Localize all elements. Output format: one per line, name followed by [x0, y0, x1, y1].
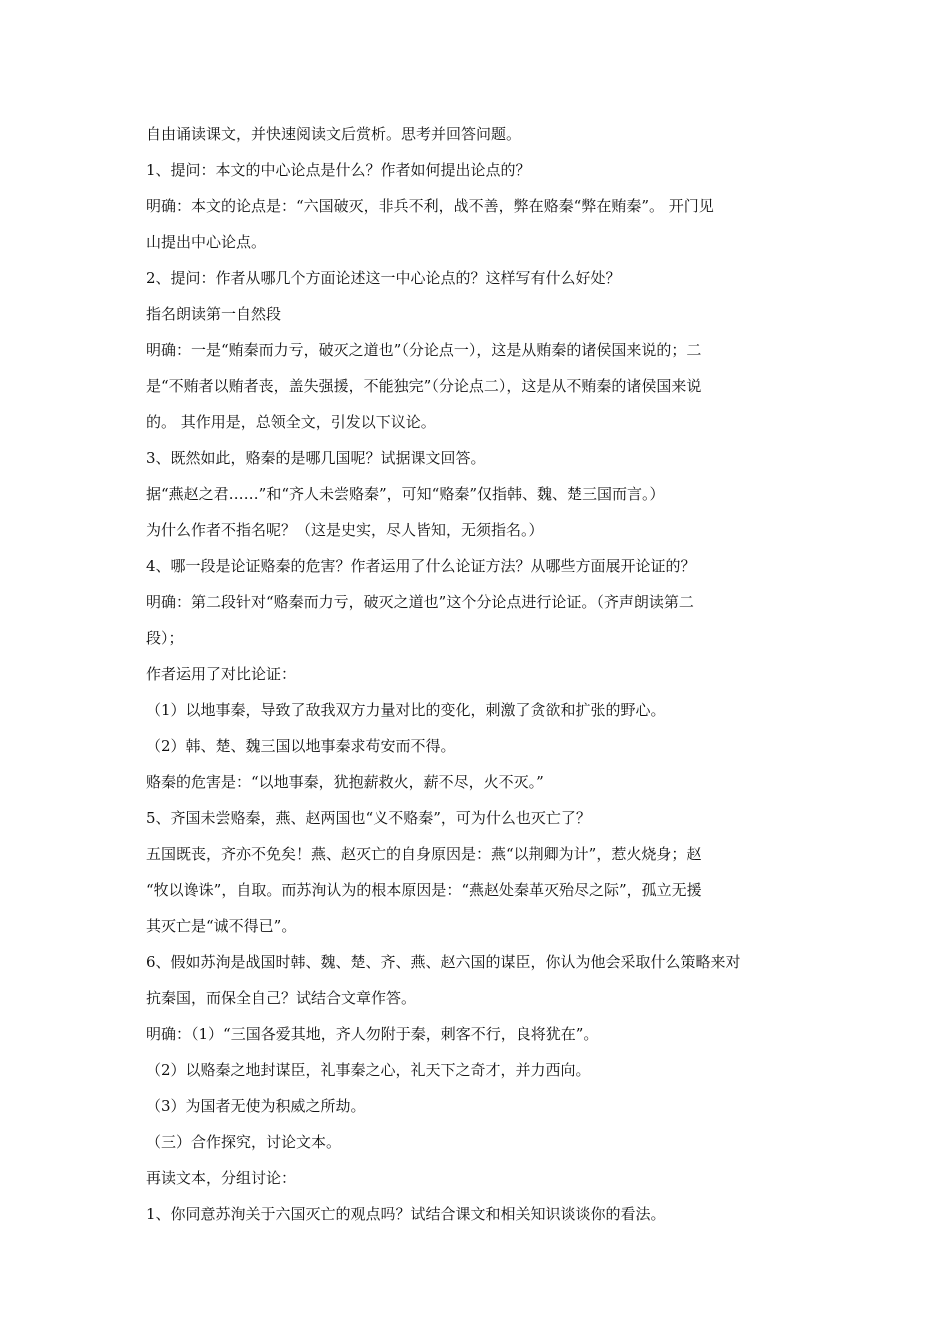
- text-line: 再读文本，分组讨论：: [146, 1169, 297, 1187]
- text-line: 自由诵读课文，并快速阅读文后赏析。思考并回答问题。: [146, 125, 522, 143]
- text-line: 明确：本文的论点是：“六国破灭，非兵不利，战不善，弊在赂秦“弊在贿秦”。 开门见: [146, 197, 714, 215]
- text-line: 3、既然如此，赂秦的是哪几国呢？试据课文回答。: [146, 449, 486, 467]
- text-line: （2）韩、楚、魏三国以地事秦求苟安而不得。: [146, 737, 456, 755]
- text-line: 明确：第二段针对“赂秦而力亏，破灭之道也”这个分论点进行论证。（齐声朗读第二: [146, 593, 694, 611]
- text-line: （三）合作探究，讨论文本。: [146, 1133, 342, 1151]
- text-line: （1）以地事秦，导致了敌我双方力量对比的变化，刺激了贪欲和扩张的野心。: [146, 701, 666, 719]
- text-line: 指名朗读第一自然段: [146, 305, 282, 323]
- text-line: 明确：（1）“三国各爱其地，齐人勿附于秦，刺客不行，良将犹在”。: [146, 1025, 599, 1043]
- text-line: 赂秦的危害是：“以地事秦，犹抱薪救火，薪不尽，火不灭。”: [146, 773, 544, 791]
- text-line: 4、哪一段是论证赂秦的危害？作者运用了什么论证方法？从哪些方面展开论证的？: [146, 557, 696, 575]
- text-line: 1、提问：本文的中心论点是什么？作者如何提出论点的？: [146, 161, 531, 179]
- text-line: 五国既丧，齐亦不免矣！燕、赵灭亡的自身原因是：燕“以荆卿为计”，惹火烧身；赵: [146, 845, 702, 863]
- text-line: （2）以赂秦之地封谋臣，礼事秦之心，礼天下之奇才，并力西向。: [146, 1061, 591, 1079]
- text-line: 抗秦国，而保全自己？试结合文章作答。: [146, 989, 417, 1007]
- text-line: 段）；: [146, 629, 184, 647]
- text-line: 作者运用了对比论证：: [146, 665, 297, 683]
- text-line: 明确：一是“贿秦而力亏，破灭之道也”（分论点一），这是从贿秦的诸侯国来说的；二: [146, 341, 702, 359]
- text-line: 1、你同意苏洵关于六国灭亡的观点吗？试结合课文和相关知识谈谈你的看法。: [146, 1205, 666, 1223]
- text-line: 6、假如苏洵是战国时韩、魏、楚、齐、燕、赵六国的谋臣，你认为他会采取什么策略来对: [146, 953, 741, 971]
- text-line: 是“不贿者以贿者丧，盖失强援，不能独完”（分论点二），这是从不贿秦的诸侯国来说: [146, 377, 702, 395]
- text-line: 其灭亡是“诚不得已”。: [146, 917, 297, 935]
- text-line: 据“燕赵之君……”和“齐人未尝赂秦”，可知“赂秦”仅指韩、魏、楚三国而言。）: [146, 485, 665, 503]
- text-line: 的。 其作用是，总领全文，引发以下议论。: [146, 413, 436, 431]
- text-line: “牧以谗诛”，自取。而苏洵认为的根本原因是：“燕赵处秦革灭殆尽之际”，孤立无援: [146, 881, 702, 899]
- text-line: 2、提问：作者从哪几个方面论述这一中心论点的？这样写有什么好处？: [146, 269, 621, 287]
- text-line: （3）为国者无使为积威之所劫。: [146, 1097, 366, 1115]
- text-line: 山提出中心论点。: [146, 233, 267, 251]
- text-line: 为什么作者不指名呢？（这是史实，尽人皆知，无须指名。）: [146, 521, 544, 539]
- text-line: 5、齐国未尝赂秦，燕、赵两国也“义不赂秦”，可为什么也灭亡了？: [146, 809, 591, 827]
